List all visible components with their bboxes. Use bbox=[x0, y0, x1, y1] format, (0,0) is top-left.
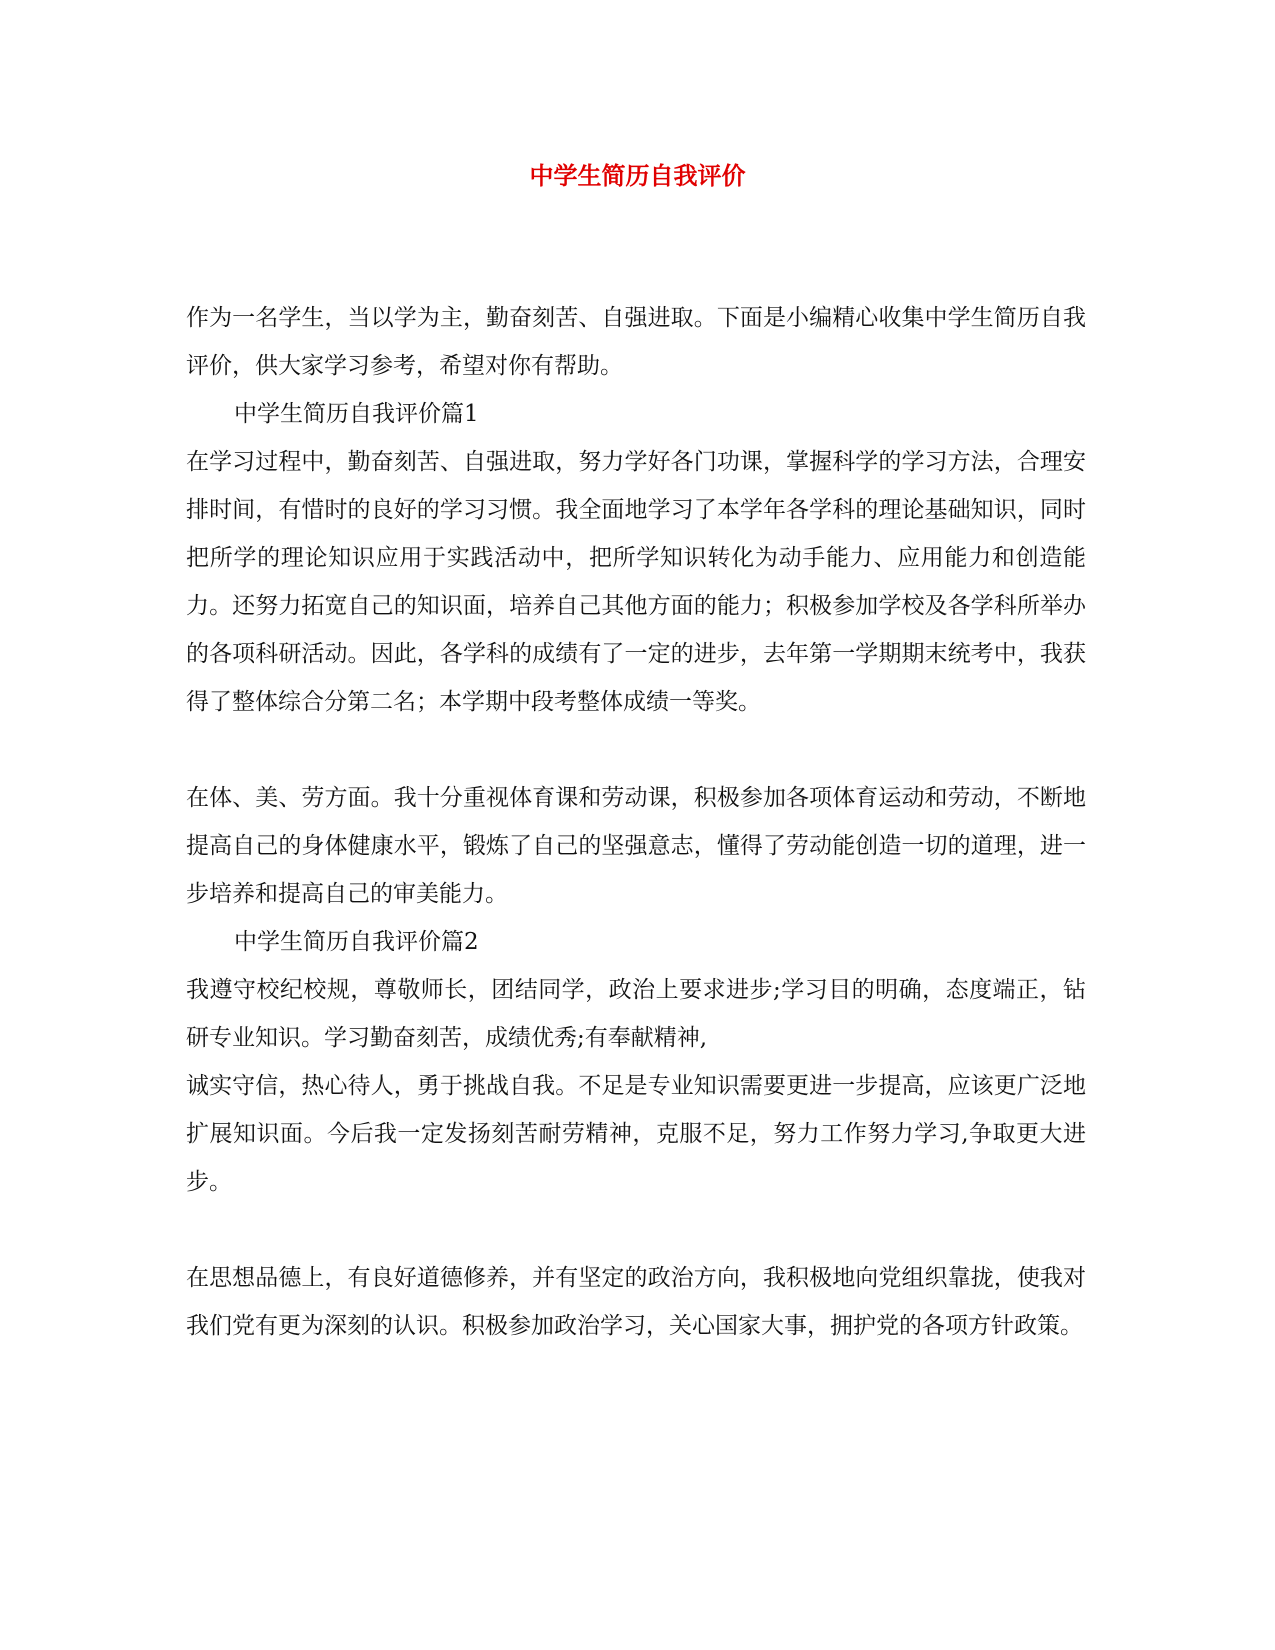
document-title: 中学生简历自我评价 bbox=[529, 161, 746, 190]
intro-paragraph: 作为一名学生，当以学为主，勤奋刻苦、自强进取。下面是小编精心收集中学生简历自我评价，供大家学习参考，希望对你有帮助。 bbox=[186, 305, 1086, 379]
section-2-paragraph-3: 在思想品德上，有良好道德修养，并有坚定的政治方向，我积极地向党组织靠拢，使我对我们党有更为深刻的认识。积极参加政治学习，关心国家大事，拥护党的各项方针政策。 bbox=[186, 1265, 1086, 1339]
paragraph-gap bbox=[186, 726, 1086, 774]
section-1-paragraph-1: 在学习过程中，勤奋刻苦、自强进取，努力学好各门功课，掌握科学的学习方法，合理安排时间，有惜时的良好的学习习惯。我全面地学习了本学年各学科的理论基础知识，同时把所学的理论知识应用于实践活动中，把所学知识转化为动手能力、应用能力和创造能力。还努力拓宽自己的知识面，培养自己其他方面的能力；积极参加学校及各学科所举办的各项科研活动。因此，各学科的成绩有了一定的进步，去年第一学期期末统考中，我获得了整体综合分第二名；本学期中段考整体成绩一等奖。 bbox=[186, 449, 1086, 715]
section-2-paragraph-1: 我遵守校纪校规，尊敬师长，团结同学，政治上要求进步;学习目的明确，态度端正，钻研专业知识。学习勤奋刻苦，成绩优秀;有奉献精神, bbox=[186, 977, 1086, 1051]
document-body bbox=[186, 294, 1086, 1350]
section-2-paragraph-2: 诚实守信，热心待人，勇于挑战自我。不足是专业知识需要更进一步提高，应该更广泛地扩展知识面。今后我一定发扬刻苦耐劳精神，克服不足，努力工作努力学习,争取更大进步。 bbox=[186, 1073, 1086, 1195]
section-1-paragraph-2: 在体、美、劳方面。我十分重视体育课和劳动课，积极参加各项体育运动和劳动，不断地提高自己的身体健康水平，锻炼了自己的坚强意志，懂得了劳动能创造一切的道理，进一步培养和提高自己的审美能力。 bbox=[186, 785, 1086, 907]
section-1-heading: 中学生简历自我评价篇1 bbox=[234, 401, 479, 427]
section-2-heading: 中学生简历自我评价篇2 bbox=[234, 929, 479, 955]
paragraph-gap bbox=[186, 1206, 1086, 1254]
